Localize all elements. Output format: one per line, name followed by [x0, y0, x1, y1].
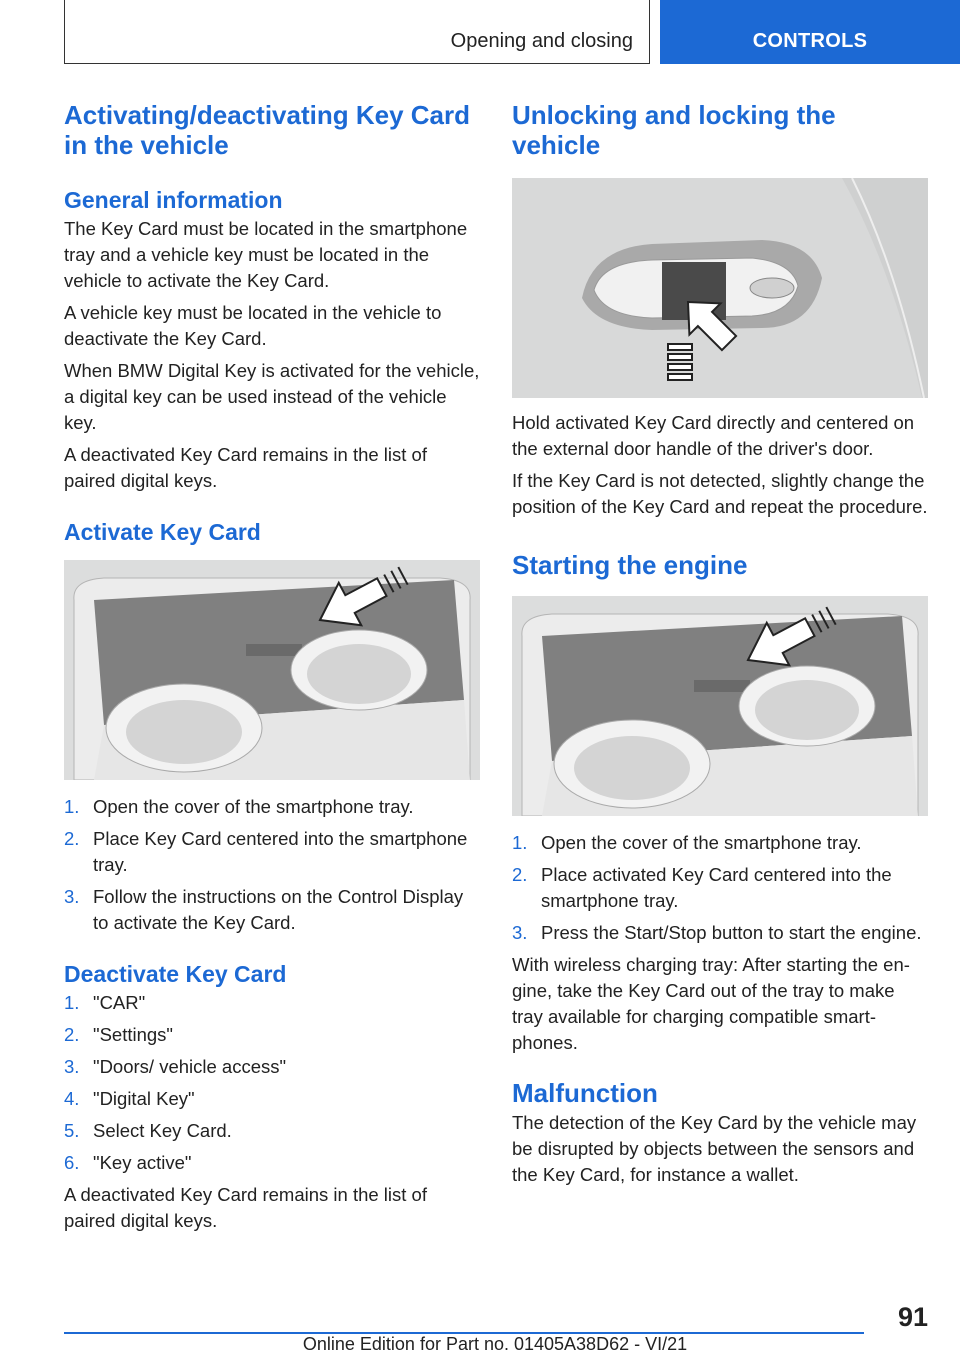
left-title: Activating/deactivating Key Card in the vehicle	[64, 100, 470, 160]
list-item: 3. Press the Start/Stop button to start the engine.	[512, 922, 922, 943]
right-column	[512, 100, 928, 1194]
header-chapter-tab[interactable]	[660, 0, 960, 64]
right-title: Unlocking and locking the vehicle	[512, 100, 836, 160]
activate-steps-list	[64, 794, 480, 936]
list-item: 2. Place activated Key Card centered into the smartphone tray.	[512, 864, 892, 911]
engine-note: With wireless charging tray: After starting the engine, take the Key Card out of the tray to make tray available for charging compatible smartphones.	[512, 954, 910, 1053]
engine-steps-list	[512, 830, 928, 946]
deactivate-note: A deactivated Key Card remains in the list of paired digital keys.	[64, 1184, 427, 1231]
general-paragraph-1: The Key Card must be located in the smartphone tray and a vehicle key must be located in the vehicle to activate the Key Card.	[64, 218, 468, 291]
deactivate-heading: Deactivate Key Card	[64, 961, 287, 987]
list-item: 3. "Doors/ vehicle access"	[64, 1056, 287, 1077]
unlock-paragraph-1: Hold activated Key Card directly and centered on the external door handle of the driver's door.	[512, 412, 915, 459]
list-item: 6. "Key active"	[64, 1152, 192, 1173]
engine-tray-figure	[512, 596, 928, 816]
header-chapter-label: CONTROLS	[752, 30, 868, 52]
malfunction-text: The detection of the Key Card by the vehicle may be disrupted by objects between the sensors and the Key Card, for instance a wallet.	[512, 1112, 917, 1185]
activate-heading: Activate Key Card	[64, 519, 261, 545]
header-section-title: Opening and closing	[450, 30, 633, 52]
list-item: 1. Open the cover of the smartphone tray.	[512, 832, 862, 853]
smartphone-tray-illustration	[64, 560, 480, 780]
engine-heading: Starting the engine	[512, 550, 748, 580]
list-item: 1. "CAR"	[64, 992, 146, 1013]
list-item: 3. Follow the instructions on the Control Display to activate the Key Card.	[64, 886, 464, 933]
unlock-paragraph-2: If the Key Card is not detected, slightly change the position of the Key Card and repeat the procedure.	[512, 470, 928, 517]
footer-edition: Online Edition for Part no. 01405A38D62 - VI/21	[302, 1334, 688, 1354]
header-section-box	[64, 0, 650, 64]
list-item: 2. Place Key Card centered into the smartphone tray.	[64, 828, 468, 875]
general-info-heading: General information	[64, 187, 283, 213]
page-number: 91	[897, 1302, 928, 1332]
list-item: 4. "Digital Key"	[64, 1088, 195, 1109]
general-paragraph-2: A vehicle key must be located in the vehicle to deactivate the Key Card.	[64, 302, 442, 349]
smartphone-tray-figure	[64, 560, 480, 780]
engine-tray-illustration	[512, 596, 928, 816]
door-handle-illustration	[512, 178, 928, 398]
malfunction-heading: Malfunction	[512, 1078, 658, 1108]
list-item: 1. Open the cover of the smartphone tray.	[64, 796, 414, 817]
list-item: 5. Select Key Card.	[64, 1120, 232, 1141]
deactivate-steps-list	[64, 990, 480, 1176]
general-paragraph-4: A deactivated Key Card remains in the list of paired digital keys.	[64, 444, 427, 491]
door-handle-figure	[512, 178, 928, 398]
general-paragraph-3: When BMW Digital Key is activated for the vehicle, a digital key can be used instead of the vehicle key.	[64, 360, 480, 433]
list-item: 2. "Settings"	[64, 1024, 173, 1045]
left-column	[64, 100, 480, 1240]
